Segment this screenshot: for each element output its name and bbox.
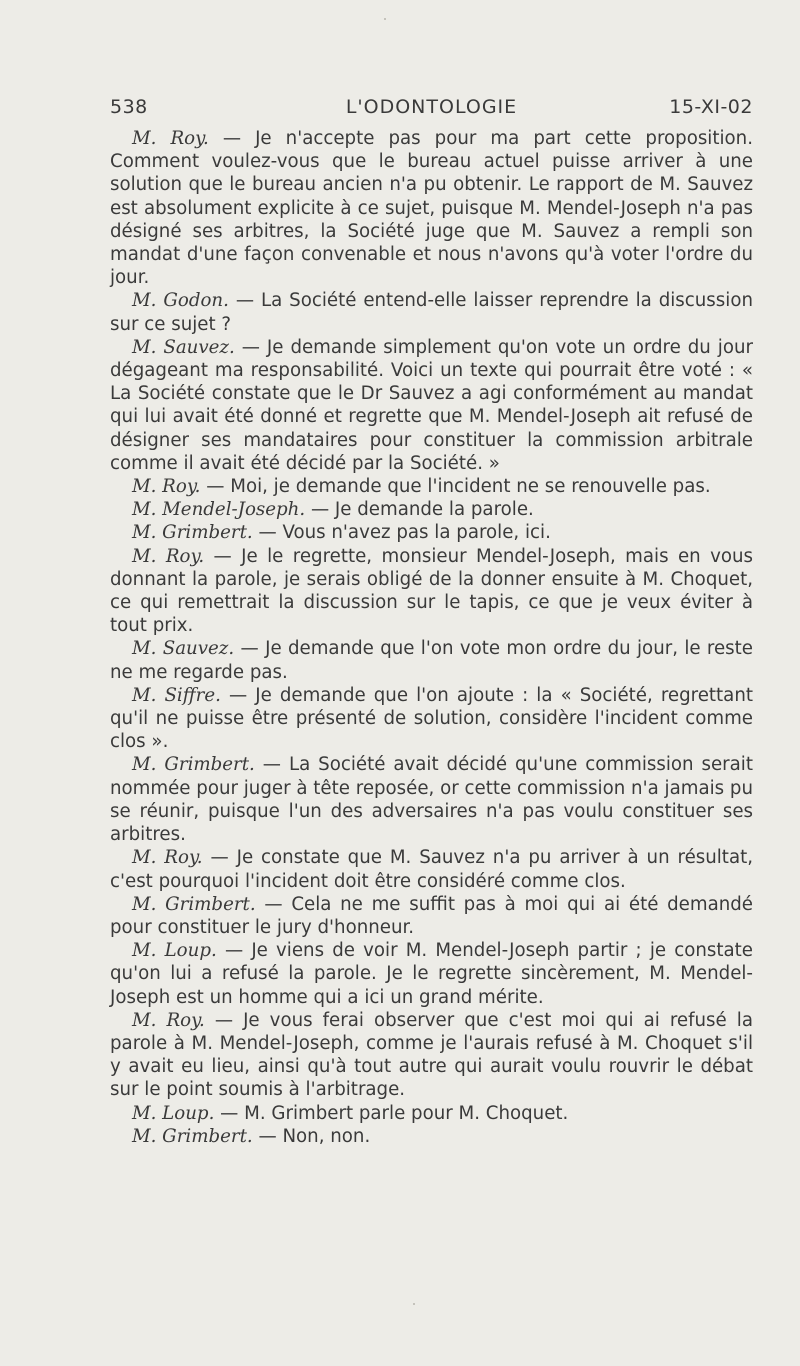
dash: — bbox=[235, 290, 255, 312]
paragraph-text: Je le regrette, monsieur Mendel-Joseph, mais en vous donnant la parole, je serais obligé de la donner ensuite à M. Choquet, ce qui remettrait la discussion sur le tapis, ce que je veux éviter à tout prix. bbox=[110, 545, 753, 637]
paragraph bbox=[110, 684, 753, 754]
issue-date: 15-XI-02 bbox=[669, 96, 753, 118]
paragraph-text: Je n'accepte pas pour ma part cette proposition. Comment voulez-vous que le bureau actuel puisse arriver à une solution que le bureau ancien n'a pu obtenir. Le rapport de M. Sauvez est absolument explicite à ce sujet, puisque M. Mendel-Joseph n'a pas désigné ses arbitres, la Société juge que M. Sauvez a rempli son mandat d'une façon convenable et nous n'avons qu'à voter l'ordre du jour. bbox=[110, 128, 753, 289]
speaker-name: M. Roy. bbox=[132, 545, 205, 567]
dash: — bbox=[214, 1009, 233, 1031]
paragraph-text: Moi, je demande que l'incident ne se renouvelle pas. bbox=[230, 476, 711, 498]
speaker-name: M. Mendel-Joseph. bbox=[132, 499, 306, 521]
speaker-name: M. Roy. bbox=[132, 128, 209, 149]
dash: — bbox=[213, 545, 232, 567]
paragraph-text: Je vous ferai observer que c'est moi qui ai refusé la parole à M. Mendel-Joseph, comme je l'aurais refusé à M. Choquet s'il y avait eu lieu, ainsi qu'à tout autre qui aurait voulu rouvrir le débat sur le point soumis à l'arbitrage. bbox=[110, 1009, 753, 1101]
page-number: 538 bbox=[110, 96, 148, 118]
paragraph bbox=[110, 1125, 753, 1148]
dash: — bbox=[262, 754, 281, 776]
speaker-name: M. Roy. bbox=[132, 847, 203, 869]
speaker-name: M. Grimbert. bbox=[132, 522, 253, 544]
dash: — bbox=[222, 128, 241, 149]
paragraph bbox=[110, 753, 753, 846]
dash: — bbox=[206, 476, 225, 498]
paragraph bbox=[110, 1102, 753, 1125]
dash: — bbox=[240, 638, 259, 660]
dash: — bbox=[258, 522, 277, 544]
dash: — bbox=[258, 1125, 277, 1147]
paragraph bbox=[110, 498, 753, 521]
speaker-name: M. Loup. bbox=[132, 940, 217, 962]
paragraph-text: Je demande que l'on ajoute : la « Société, regrettant qu'il ne puisse être présenté de solution, considère l'incident comme clos ». bbox=[110, 684, 753, 753]
dash: — bbox=[220, 1102, 239, 1124]
paragraph-text: La Société avait décidé qu'une commission serait nommée pour juger à tête reposée, or cette commission n'a jamais pu se réunir, puisque l'un des adversaires n'a pas voulu constituer ses arbitres. bbox=[110, 754, 753, 846]
paragraph bbox=[110, 475, 753, 498]
paragraph-text: Je demande que l'on vote mon ordre du jour, le reste ne me regarde pas. bbox=[110, 638, 753, 683]
paragraph bbox=[110, 846, 753, 892]
paragraph-text: Je constate que M. Sauvez n'a pu arriver à un résultat, c'est pourquoi l'incident doit être considéré comme clos. bbox=[110, 847, 753, 892]
dash: — bbox=[210, 847, 229, 869]
paragraph-text: M. Grimbert parle pour M. Choquet. bbox=[244, 1102, 569, 1124]
paragraph-text: Vous n'avez pas la parole, ici. bbox=[282, 522, 551, 544]
speaker-name: M. Grimbert. bbox=[132, 893, 256, 915]
speaker-name: M. Roy. bbox=[132, 476, 201, 498]
journal-title: L'ODONTOLOGIE bbox=[345, 96, 518, 118]
dash: — bbox=[264, 893, 283, 915]
dash: — bbox=[224, 940, 244, 962]
paragraph bbox=[110, 545, 753, 638]
speaker-name: M. Siffre. bbox=[132, 684, 221, 706]
paragraph bbox=[110, 893, 753, 939]
paragraph bbox=[110, 289, 753, 335]
speaker-name: M. Sauvez. bbox=[132, 638, 235, 660]
speaker-name: M. Grimbert. bbox=[132, 754, 255, 776]
paragraph bbox=[110, 127, 753, 289]
paper-speck bbox=[413, 1303, 415, 1305]
speaker-name: M. Loup. bbox=[132, 1102, 215, 1124]
paragraph-text: La Société entend-elle laisser reprendre la discussion sur ce sujet ? bbox=[110, 290, 753, 335]
paragraph bbox=[110, 939, 753, 1009]
dash: — bbox=[228, 684, 248, 706]
speaker-name: M. Sauvez. bbox=[132, 336, 235, 358]
speaker-name: M. Grimbert. bbox=[132, 1125, 253, 1147]
page-body bbox=[110, 127, 753, 1148]
paragraph bbox=[110, 521, 753, 544]
paper-speck bbox=[384, 18, 386, 20]
paragraph-text: Non, non. bbox=[282, 1125, 371, 1147]
paragraph-text: Je demande la parole. bbox=[334, 499, 534, 521]
paragraph-text: Cela ne me suffit pas à moi qui ai été demandé pour constituer le jury d'honneur. bbox=[110, 893, 753, 938]
speaker-name: M. Godon. bbox=[132, 290, 229, 312]
paragraph bbox=[110, 336, 753, 475]
paragraph bbox=[110, 1009, 753, 1102]
dash: — bbox=[241, 336, 260, 358]
paragraph-text: Je demande simplement qu'on vote un ordre du jour dégageant ma responsabilité. Voici un texte qui pourrait être voté : « La Société constate que le Dr Sauvez a agi conformément au mandat qui lui avait été donné et regrette que M. Mendel-Joseph ait refusé de désigner ses mandataires pour constituer la commission arbitrale comme il avait été décidé par la Société. » bbox=[110, 336, 753, 474]
running-header bbox=[110, 96, 753, 122]
paragraph-text: Je viens de voir M. Mendel-Joseph partir ; je constate qu'on lui a refusé la parole. Je le regrette sincèrement, M. Mendel-Joseph est un homme qui a ici un grand mérite. bbox=[110, 940, 753, 1008]
dash: — bbox=[310, 499, 330, 521]
speaker-name: M. Roy. bbox=[132, 1009, 205, 1031]
paragraph bbox=[110, 637, 753, 683]
